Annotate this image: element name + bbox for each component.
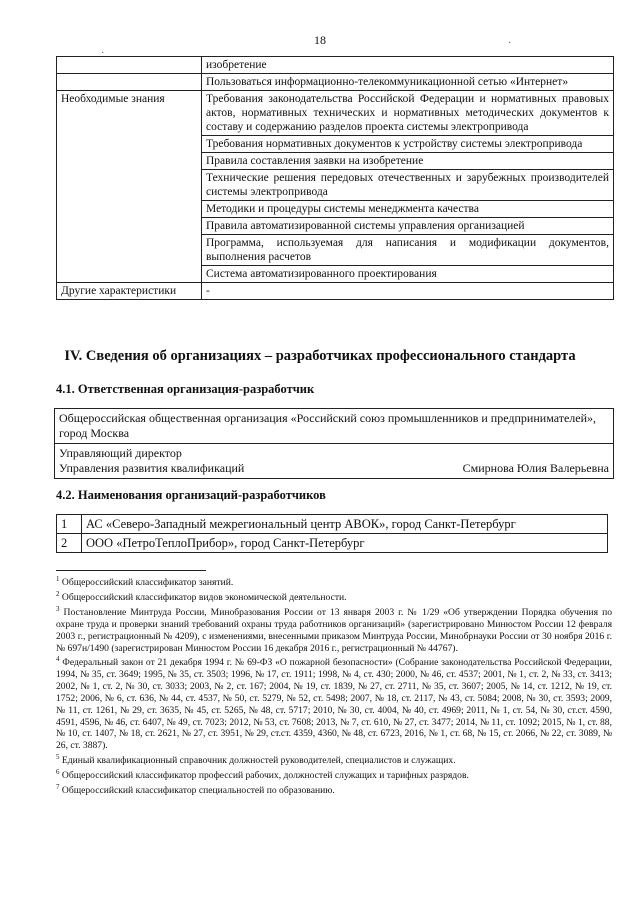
table-cell: изобретение: [202, 57, 614, 74]
developer-name: АС «Северо-Западный межрегиональный центр АВОК», город Санкт-Петербург: [82, 515, 608, 534]
table-row: [57, 91, 614, 136]
footnotes: [56, 574, 612, 797]
knowledge-item: Методики и процедуры системы менеджмента качества: [202, 201, 614, 218]
footnote-text: Общероссийский классификатор профессий рабочих, должностей служащих и тарифных разрядов.: [61, 770, 469, 782]
position-line: Управляющий директор: [59, 446, 182, 460]
knowledge-item: Система автоматизированного проектирования: [202, 266, 614, 283]
row-number: 2: [57, 534, 82, 553]
page-number: 18: [314, 33, 326, 47]
table-row: [57, 534, 608, 553]
knowledge-item: Правила составления заявки на изобретение: [202, 153, 614, 170]
knowledge-label: Необходимые знания: [57, 91, 202, 283]
footnote-mark: 6: [56, 767, 60, 776]
developer-name: ООО «ПетроТеплоПрибор», город Санкт-Петербург: [82, 534, 608, 553]
footnote-mark: 5: [56, 752, 60, 761]
position-row: [59, 461, 609, 476]
requirements-table: [56, 56, 614, 300]
footnote-mark: 7: [56, 782, 60, 791]
footnote-text: Общероссийский классификатор занятий.: [61, 577, 234, 589]
footnote-text: Постановление Минтруда России, Минобразования России от 13 января 2003 г. № 1/29 «Об утверждении Порядка обучения по охране труда и проверки знаний требований охраны труда работников организаций» (зарегистрировано Минюстом России 12 февраля 2003 г., регистрационный № 4209), с изменениями, внесенными приказом Минтруда России, Минобрнауки России от 30 ноября 2016 г. № 697н/1490 (зарегистрирован Минюстом России 16 декабря 2016 г., регистрационный № 44767).: [56, 607, 612, 654]
table-row: [57, 283, 614, 300]
scan-speck: ·: [101, 48, 105, 59]
empty-label-cell: [57, 57, 202, 74]
position-line: Управления развития квалификаций: [59, 461, 245, 475]
row-number: 1: [57, 515, 82, 534]
footnote-mark: 1: [56, 575, 60, 583]
knowledge-item: Правила автоматизированной системы управления организацией: [202, 218, 614, 235]
footnote: [56, 574, 612, 589]
signatory-cell: [55, 444, 614, 479]
footnote: [56, 782, 612, 797]
table-row: [55, 444, 614, 479]
footnote-text: Общероссийский классификатор специальностей по образованию.: [61, 785, 335, 797]
footnote-divider: [56, 570, 206, 571]
responsible-org-table: [54, 408, 614, 479]
knowledge-item: Программа, используемая для написания и модификации документов, выполнения расчетов: [202, 235, 614, 266]
footnote-mark: 3: [56, 604, 60, 613]
footnote: [56, 767, 612, 782]
table-cell: Пользоваться информационно-телекоммуникационной сетью «Интернет»: [202, 74, 614, 91]
footnote-mark: 4: [56, 655, 60, 664]
empty-label-cell: [57, 74, 202, 91]
knowledge-item: Требования нормативных документов к устройству системы электропривода: [202, 136, 614, 153]
other-value: -: [202, 283, 614, 300]
knowledge-item: Требования законодательства Российской Федерации и нормативных правовых актов, нормативных технических и нормативных методических документов к составу и содержанию разделов проекта системы электропривода: [202, 91, 614, 136]
scan-speck: ·: [508, 38, 512, 49]
org-name: Общероссийская общественная организация «Российский союз промышленников и предпринимателей», город Москва: [55, 409, 614, 444]
table-row: [57, 57, 614, 74]
footnote-text: Федеральный закон от 21 декабря 1994 г. № 69-ФЗ «О пожарной безопасности» (Собрание законодательства Российской Федерации, 1994, № 35, ст. 3649; 1995, № 35, ст. 3503; 1996, № 17, ст. 1911; 1998, № 4, ст. 430; 2000, № 46, ст. 4537; 2001, № 1, ст. 2, № 33, ст. 3413; 2002, № 1, ст. 2, № 30, ст. 3033; 2003, № 2, ст. 167; 2004, № 19, ст. 1839, № 27, ст. 2711, № 35, ст. 3607; 2005, № 14, ст. 1212, № 19, ст. 1752; 2006, № 6, ст. 636, № 44, ст. 4537, № 50, ст. 5279, № 52, ст. 5498; 2007, № 18, ст. 2117, № 43, ст. 5084; 2008, № 30, ст. 3593; 2009, № 11, ст. 1261, № 29, ст. 3635, № 45, ст. 5265, № 48, ст. 5717; 2010, № 30, ст. 4004, № 40, ст. 4969; 2011, № 1, ст. 54, № 30, ст.ст. 4590, 4591, 4596, № 46, ст. 6407, № 49, ст. 7023; 2012, № 53, ст. 7608; 2013, № 7, ст. 610, № 27, ст. 3477; 2014, № 11, ст. 1092; 2015, № 1, ст. 88, № 10, ст. 1407, № 18, ст. 2621, № 27, ст. 3951, № 29, ст.ст. 4359, 4360, № 48, ст. 6723, 2016, № 1, ст. 68, № 15, ст. 2066, № 22, ст. 3089, № 26, ст. 3887).: [56, 657, 612, 752]
footnote-text: Единый квалификационный справочник должностей руководителей, специалистов и служащих.: [61, 755, 456, 767]
table-row: [57, 515, 608, 534]
footnote: [56, 654, 612, 752]
footnote: [56, 589, 612, 604]
developers-heading: 4.2. Наименования организаций-разработчиков: [56, 488, 326, 502]
responsible-heading: 4.1. Ответственная организация-разработчик: [56, 382, 315, 396]
footnote-mark: 2: [56, 589, 60, 598]
footnote: [56, 752, 612, 767]
table-row: [57, 74, 614, 91]
person-name: Смирнова Юлия Валерьевна: [462, 461, 609, 475]
knowledge-item: Технические решения передовых отечественных и зарубежных производителей системы электропривода: [202, 170, 614, 201]
section-title: IV. Сведения об организациях – разработчиках профессионального стандарта: [64, 348, 576, 364]
footnote-text: Общероссийский классификатор видов экономической деятельности.: [61, 592, 347, 604]
developers-table: [56, 514, 608, 553]
table-row: [55, 409, 614, 444]
footnote: [56, 604, 612, 654]
other-label: Другие характеристики: [57, 283, 202, 300]
